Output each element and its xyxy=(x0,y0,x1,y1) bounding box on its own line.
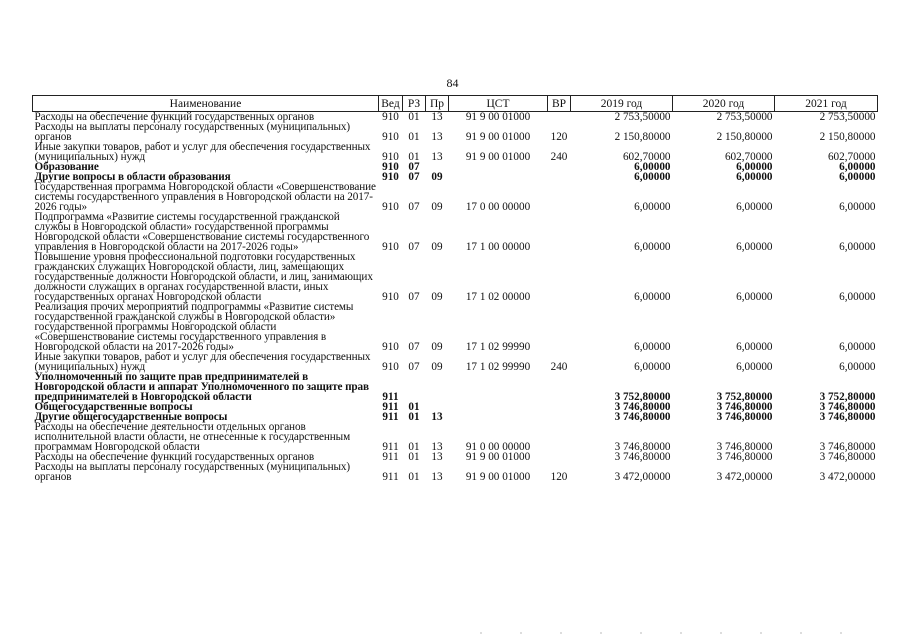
row-pr: 09 xyxy=(431,171,443,183)
row-2021: 3 746,80000 xyxy=(819,441,876,453)
row-rz: 07 xyxy=(408,161,420,173)
row-2021: 3 752,80000 xyxy=(819,391,876,403)
row-cst: 91 0 00 00000 xyxy=(465,441,531,453)
row-name: Расходы на обеспечение функций государственных органов xyxy=(34,111,315,123)
row-ved: 910 xyxy=(382,161,399,173)
row-ved: 910 xyxy=(382,111,399,123)
row-cst: 17 1 02 99990 xyxy=(465,341,531,353)
col-header-cst: ЦСТ xyxy=(449,96,548,112)
row-name: Другие вопросы в области образования xyxy=(34,171,231,183)
row-vr: 240 xyxy=(550,151,568,163)
row-cst: 17 1 00 00000 xyxy=(465,241,531,253)
row-2021: 6,00000 xyxy=(839,361,876,373)
row-cst: 91 9 00 01000 xyxy=(465,151,531,163)
table-row xyxy=(33,212,878,252)
row-cst xyxy=(449,162,548,172)
row-name: Расходы на обеспечение функций государственных органов xyxy=(34,451,315,463)
row-rz: 01 xyxy=(408,111,420,123)
row-rz xyxy=(403,372,426,402)
row-rz: 01 xyxy=(408,441,420,453)
row-cst: 17 1 02 99990 xyxy=(465,361,531,373)
row-cst: 91 9 00 01000 xyxy=(465,111,531,123)
row-ved: 911 xyxy=(382,471,399,483)
row-2020: 6,00000 xyxy=(736,341,773,353)
row-rz: 01 xyxy=(408,151,420,163)
row-2019: 6,00000 xyxy=(634,361,671,373)
row-rz: 01 xyxy=(408,451,420,463)
table-row xyxy=(33,142,878,162)
row-2021: 2 753,50000 xyxy=(819,111,876,123)
table-row xyxy=(33,302,878,352)
row-vr xyxy=(548,452,571,462)
row-rz: 01 xyxy=(408,471,420,483)
row-name: Общегосударственные вопросы xyxy=(34,401,193,413)
row-pr: 13 xyxy=(431,411,443,423)
row-pr: 09 xyxy=(431,291,443,303)
row-2020: 3 746,80000 xyxy=(716,441,773,453)
row-rz: 01 xyxy=(408,411,420,423)
row-pr xyxy=(426,372,449,402)
row-name: Уполномоченный по защите прав предпринимателей в Новгородской области и аппарат Уполномоченного по защите прав предпринимателей в Новгородской области xyxy=(34,371,369,403)
row-2020: 602,70000 xyxy=(724,151,773,163)
row-2021: 3 746,80000 xyxy=(819,451,876,463)
row-name: Другие общегосударственные вопросы xyxy=(34,411,228,423)
row-vr xyxy=(548,172,571,182)
row-cst xyxy=(449,402,548,412)
row-vr xyxy=(548,372,571,402)
row-2020: 2 753,50000 xyxy=(716,111,773,123)
table-row xyxy=(33,372,878,402)
row-ved: 910 xyxy=(382,241,399,253)
budget-table xyxy=(32,95,878,482)
scan-artifact-dots xyxy=(480,632,880,634)
row-ved: 910 xyxy=(382,171,399,183)
row-vr xyxy=(548,212,571,252)
table-row xyxy=(33,252,878,302)
row-vr xyxy=(548,412,571,422)
row-vr: 240 xyxy=(550,361,568,373)
row-2020: 6,00000 xyxy=(736,201,773,213)
row-pr: 09 xyxy=(431,361,443,373)
row-pr: 13 xyxy=(431,451,443,463)
row-2020: 6,00000 xyxy=(736,171,773,183)
row-name: Расходы на выплаты персоналу государственных (муниципальных) органов xyxy=(34,121,351,143)
row-vr xyxy=(548,402,571,412)
row-rz: 07 xyxy=(408,361,420,373)
row-2020: 6,00000 xyxy=(736,241,773,253)
row-2019: 6,00000 xyxy=(634,291,671,303)
row-ved: 911 xyxy=(382,401,399,413)
row-ved: 911 xyxy=(382,411,399,423)
row-2020: 3 746,80000 xyxy=(716,401,773,413)
row-2021: 6,00000 xyxy=(839,201,876,213)
row-2019: 3 752,80000 xyxy=(614,391,671,403)
row-2019: 3 472,00000 xyxy=(614,471,671,483)
row-vr xyxy=(548,182,571,212)
row-ved: 911 xyxy=(382,451,399,463)
row-2019: 602,70000 xyxy=(622,151,671,163)
row-cst: 91 9 00 01000 xyxy=(465,471,531,483)
row-2019: 3 746,80000 xyxy=(614,441,671,453)
table-row xyxy=(33,352,878,372)
row-cst xyxy=(449,412,548,422)
row-pr: 13 xyxy=(431,111,443,123)
table-header-row xyxy=(33,96,878,112)
row-2019: 3 746,80000 xyxy=(614,401,671,413)
row-2020: 3 472,00000 xyxy=(716,471,773,483)
row-rz: 07 xyxy=(408,241,420,253)
row-pr: 13 xyxy=(431,151,443,163)
row-name: Подпрограмма «Развитие системы государственной гражданской службы в Новгородской области» государственной программы Новгородской области «Совершенствование системы государственного управления в Новгородской области на 2017-2026 годы» xyxy=(34,211,370,253)
table-row xyxy=(33,122,878,142)
row-2021: 2 150,80000 xyxy=(819,131,876,143)
row-vr xyxy=(548,112,571,123)
row-2021: 3 746,80000 xyxy=(819,401,876,413)
row-vr xyxy=(548,162,571,172)
row-cst xyxy=(449,172,548,182)
row-name: Расходы на выплаты персоналу государственных (муниципальных) органов xyxy=(34,461,351,483)
row-name: Расходы на обеспечение деятельности отдельных органов исполнительной власти области, не отнесенные к государственным программам Новгородской области xyxy=(34,421,351,453)
row-cst xyxy=(449,372,548,402)
row-ved: 910 xyxy=(382,291,399,303)
row-2019: 2 150,80000 xyxy=(614,131,671,143)
table-row xyxy=(33,182,878,212)
col-header-ved: Вед xyxy=(379,96,403,112)
row-2019: 6,00000 xyxy=(634,171,671,183)
row-2019: 2 753,50000 xyxy=(614,111,671,123)
row-2021: 3 472,00000 xyxy=(819,471,876,483)
row-pr: 09 xyxy=(431,201,443,213)
row-vr xyxy=(548,252,571,302)
table-row xyxy=(33,462,878,482)
col-header-rz: РЗ xyxy=(403,96,426,112)
row-2020: 2 150,80000 xyxy=(716,131,773,143)
row-ved: 911 xyxy=(382,441,399,453)
row-2021: 3 746,80000 xyxy=(819,411,876,423)
row-cst: 17 1 02 00000 xyxy=(465,291,531,303)
table-row xyxy=(33,422,878,452)
row-2019: 6,00000 xyxy=(634,201,671,213)
row-2020: 3 752,80000 xyxy=(716,391,773,403)
row-pr: 13 xyxy=(431,441,443,453)
col-header-pr: Пр xyxy=(426,96,449,112)
row-name: Реализация прочих мероприятий подпрограммы «Развитие системы государственной гражданской службы в Новгородской области» государственной программы Новгородской области «Совершенствование системы государственного управления в Новгородской области на 2017-2026 годы» xyxy=(34,301,354,353)
row-2021: 602,70000 xyxy=(827,151,876,163)
row-2020: 6,00000 xyxy=(736,361,773,373)
row-2020: 3 746,80000 xyxy=(716,411,773,423)
col-header-name: Наименование xyxy=(33,96,379,112)
row-cst: 91 9 00 01000 xyxy=(465,131,531,143)
row-2020: 6,00000 xyxy=(736,291,773,303)
row-vr xyxy=(548,302,571,352)
col-header-vr: ВР xyxy=(548,96,571,112)
row-rz: 07 xyxy=(408,291,420,303)
row-pr: 09 xyxy=(431,241,443,253)
col-header-2019: 2019 год xyxy=(571,96,673,112)
row-cst: 17 0 00 00000 xyxy=(465,201,531,213)
row-2020: 3 746,80000 xyxy=(716,451,773,463)
row-rz: 01 xyxy=(408,131,420,143)
row-pr: 13 xyxy=(431,471,443,483)
row-ved: 910 xyxy=(382,341,399,353)
row-vr xyxy=(548,422,571,452)
row-2021: 6,00000 xyxy=(839,241,876,253)
row-ved: 910 xyxy=(382,131,399,143)
row-ved: 910 xyxy=(382,201,399,213)
row-name: Иные закупки товаров, работ и услуг для обеспечения государственных (муниципальных) нужд xyxy=(34,141,371,163)
row-name: Образование xyxy=(34,161,99,173)
row-2021: 6,00000 xyxy=(839,161,876,173)
row-name: Иные закупки товаров, работ и услуг для обеспечения государственных (муниципальных) нужд xyxy=(34,351,371,373)
page-number: 84 xyxy=(446,76,459,90)
row-ved: 911 xyxy=(382,391,399,403)
col-header-2021: 2021 год xyxy=(775,96,878,112)
row-rz: 01 xyxy=(408,401,420,413)
row-2020: 6,00000 xyxy=(736,161,773,173)
row-ved: 910 xyxy=(382,361,399,373)
row-cst: 91 9 00 01000 xyxy=(465,451,531,463)
row-2019: 3 746,80000 xyxy=(614,411,671,423)
row-pr: 09 xyxy=(431,341,443,353)
row-vr: 120 xyxy=(550,471,568,483)
row-2021: 6,00000 xyxy=(839,171,876,183)
row-ved: 910 xyxy=(382,151,399,163)
row-2019: 6,00000 xyxy=(634,341,671,353)
row-2019: 3 746,80000 xyxy=(614,451,671,463)
row-pr: 13 xyxy=(431,131,443,143)
row-rz: 07 xyxy=(408,171,420,183)
row-rz: 07 xyxy=(408,201,420,213)
row-rz: 07 xyxy=(408,341,420,353)
row-2021: 6,00000 xyxy=(839,291,876,303)
row-name: Повышение уровня профессиональной подготовки государственных гражданских служащих Новгородской области, лиц, замещающих государственные должности Новгородской области, и лиц, занимающих должности служащих в органах государственной власти, иных государственных органах Новгородской области xyxy=(34,251,373,303)
row-2019: 6,00000 xyxy=(634,161,671,173)
row-name: Государственная программа Новгородской области «Совершенствование системы государственного управления в Новгородской области на 2017-2026 годы» xyxy=(34,181,376,213)
col-header-2020: 2020 год xyxy=(673,96,775,112)
row-2021: 6,00000 xyxy=(839,341,876,353)
row-2019: 6,00000 xyxy=(634,241,671,253)
row-vr: 120 xyxy=(550,131,568,143)
